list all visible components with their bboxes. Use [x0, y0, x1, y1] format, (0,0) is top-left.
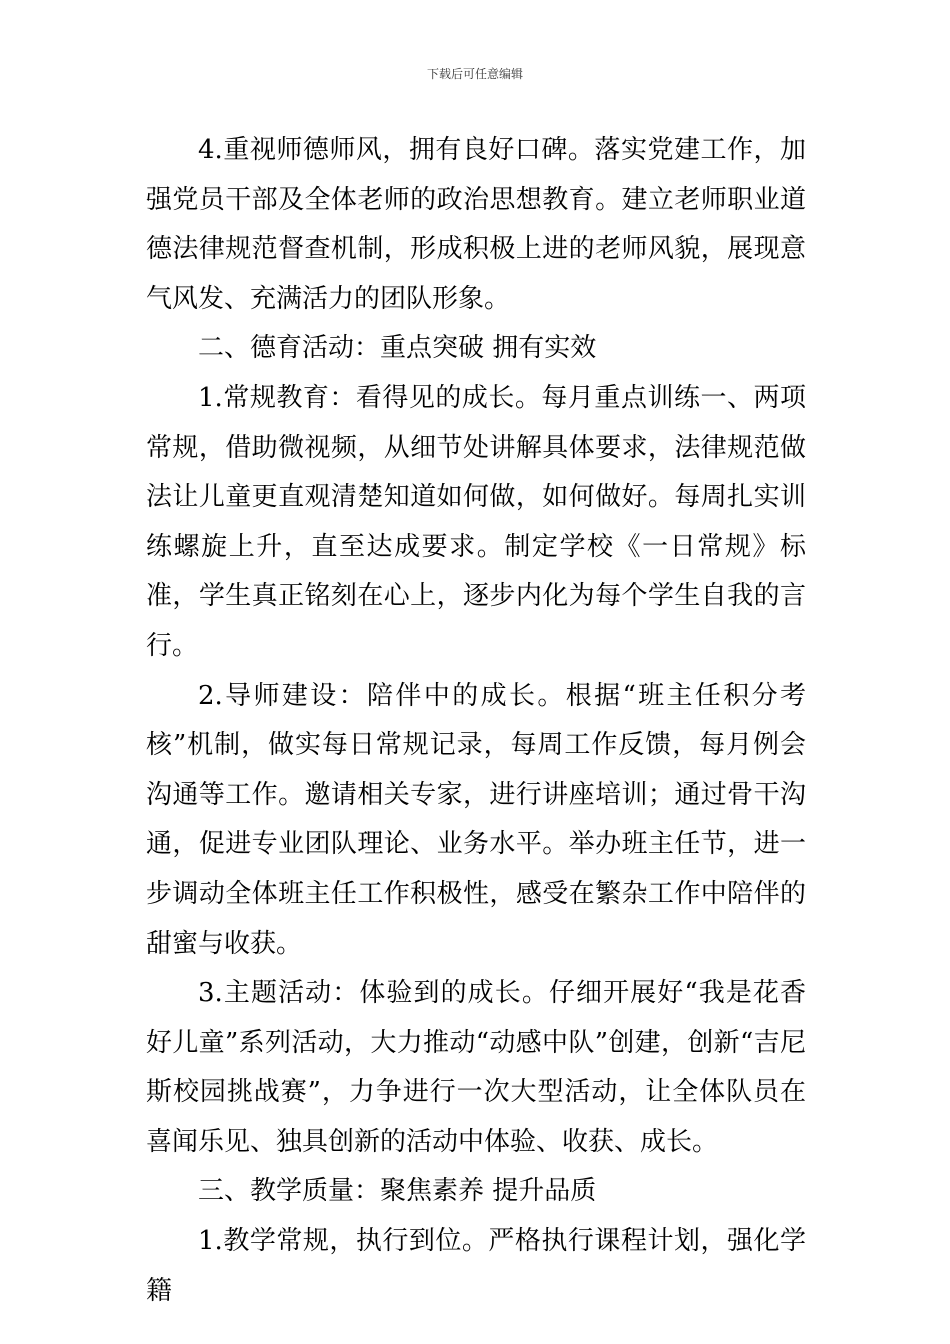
paragraph-teaching-routine: 1.教学常规，执行到位。严格执行课程计划，强化学籍 [146, 1226, 806, 1306]
paragraph-mentor-building: 2.导师建设：陪伴中的成长。根据“班主任积分考核”机制，做实每日常规记录，每周工作反馈，每月例会沟通等工作。邀请相关专家，进行讲座培训；通过骨干沟通，促进专业团队理论、业务水平。举办班主任节，进一步调动全体班主任工作积极性，感受在繁杂工作中陪伴的甜蜜与收获。 [146, 680, 806, 959]
paragraph-routine-education: 1.常规教育：看得见的成长。每月重点训练一、两项常规，借助微视频，从细节处讲解具体要求，法律规范做法让儿童更直观清楚知道如何做，如何做好。每周扎实训练螺旋上升，直至达成要求。制定学校《一日常规》标准，学生真正铭刻在心上，逐步内化为每个学生自我的言行。 [146, 382, 806, 661]
paragraph-theme-activities: 3.主题活动：体验到的成长。仔细开展好“我是花香好儿童”系列活动，大力推动“动感中队”创建，创新“吉尼斯校园挑战赛”，力争进行一次大型活动，让全体队员在喜闻乐见、独具创新的活动中体验、收获、成长。 [146, 978, 806, 1157]
paragraph-teacher-ethics: 4.重视师德师风，拥有良好口碑。落实党建工作，加强党员干部及全体老师的政治思想教育。建立老师职业道德法律规范督查机制，形成积极上进的老师风貌，展现意气风发、充满活力的团队形象。 [146, 135, 806, 314]
section-heading-teaching-quality: 三、教学质量：聚焦素养 提升品质 [198, 1176, 597, 1207]
document-body [146, 126, 806, 1316]
page-header-note: 下载后可任意编辑 [426, 67, 523, 81]
section-heading-moral-education: 二、德育活动：重点突破 拥有实效 [198, 333, 597, 364]
